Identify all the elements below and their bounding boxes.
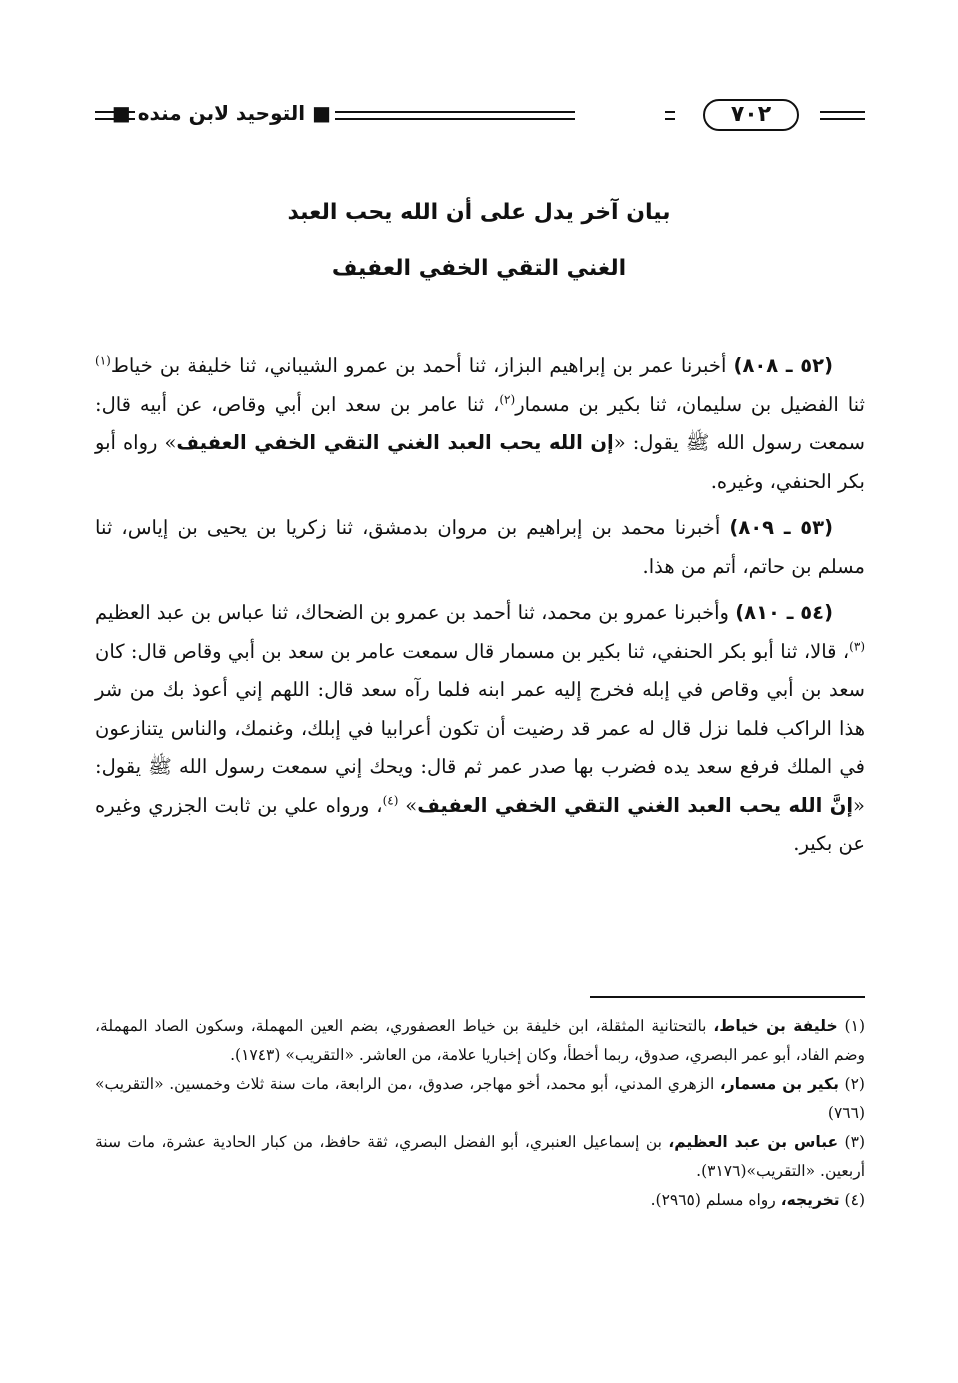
footnote-ref[interactable]: (٣): [849, 639, 865, 653]
page-number: ٧٠٢: [703, 99, 799, 131]
narration-text: » رواه أبو بكر الحنفي، وغيره.: [95, 431, 865, 493]
footnote-1: [95, 1012, 865, 1070]
hadith-number: (٥٢ ـ ٨٠٨): [733, 354, 833, 377]
footnote-text: رواه مسلم (٢٩٦٥).: [650, 1191, 781, 1209]
footnote-ref[interactable]: (٢): [499, 392, 516, 406]
footnote-number: (٢): [844, 1075, 865, 1093]
footnote-text: الزهري المدني، أبو محمد، أخو مهاجر، صدوق، ،من الرابعة، مات سنة ثلاث وخمسين. «التقريب» (٧٦٦): [95, 1075, 865, 1122]
narration-text: ، قالا، ثنا أبو بكر الحنفي، ثنا بكير بن مسمار قال سمعت عامر بن سعد بن أبي وقاص قال: كان سعد بن أبي وقاص في إبله فخرج إليه عمر ابنه فلما رآه سعد قال: اللهم إني أعوذ بك من شر هذا الراكب فلما نزل قال له عمر قد رضيت أن تكون أعرابيا في إبلك، وغنمك، والناس يتنازعون في الملك فرفع سعد يده فضرب بها صدر عمر ثم قال: ويحك إني سمعت رسول الله ﷺ يقول: «: [95, 639, 865, 817]
narration-text: وأخبرنا عمرو بن محمد، ثنا أحمد بن عمرو بن الضحاك، ثنا عباس بن عبد العظيم: [95, 601, 736, 624]
footnote-term: عباس بن عبد العظيم،: [668, 1133, 839, 1151]
footnote-ref[interactable]: (٤): [382, 793, 399, 807]
main-text: [95, 347, 865, 872]
hadith-text: إن الله يحب العبد الغني التقي الخفي العفيف: [176, 431, 614, 454]
hadith-paragraph-52: [95, 347, 865, 501]
narration-text: أخبرنا عمر بن إبراهيم البزاز، ثنا أحمد بن عمرو الشيباني، ثنا خليفة بن خياط: [110, 354, 734, 377]
narration-text: »: [398, 793, 418, 817]
narration-text: ثنا الفضيل بن سليمان، ثنا بكير بن مسمار: [515, 392, 865, 416]
footnote-3: [95, 1128, 865, 1186]
hadith-paragraph-53: [95, 509, 865, 586]
footnote-text: بالتحتانية المثقلة، ابن خليفة بن خياط العصفوري، بضم العين المهملة، وسكون الصاد المهملة، وضم الفاد، أبو عمر البصري، صدوق، ربما أخطأ، وكان إخباريا علامة، من العاشر. «التقريب» (١٧٤٣).: [95, 1017, 865, 1064]
hadith-number: (٥٣ ـ ٨٠٩): [729, 516, 833, 539]
book-title: ■ التوحيد لابن منده ■: [111, 101, 331, 125]
narration-text: ، ثنا عامر بن سعد ابن أبي وقاص، عن أبيه قال: سمعت رسول الله ﷺ يقول: «: [95, 392, 865, 454]
footnote-term: خليفة بن خياط،: [713, 1017, 838, 1035]
footnotes: [95, 1012, 865, 1215]
hadith-number: (٥٤ ـ ٨١٠): [735, 601, 833, 624]
footnote-number: (١): [844, 1017, 865, 1035]
footnote-term: تخريجه،: [780, 1191, 840, 1209]
footnote-number: (٤): [844, 1191, 865, 1209]
hadith-text: إنَّ الله يحب العبد الغني التقي الخفي العفيف: [417, 793, 854, 817]
header-rule: [820, 111, 865, 120]
footnote-term: بكير بن مسمار،: [719, 1075, 839, 1093]
page-header: [95, 95, 865, 135]
narration-text: ، ورواه علي بن ثابت الجزري وغيره عن بكير.: [95, 793, 865, 855]
footnote-4: [95, 1186, 865, 1215]
chapter-title-line-2: الغني التقي الخفي العفيف: [331, 256, 627, 281]
footnote-separator: [590, 996, 865, 998]
footnote-2: [95, 1070, 865, 1128]
header-rule: [665, 111, 675, 120]
footnote-text: بن إسماعيل العنبري، أبو الفضل البصري، ثقة حافظ، من كبار الحادية عشرة، مات سنة أربعين. «التقريب»(٣١٧٦).: [95, 1133, 865, 1180]
footnote-number: (٣): [844, 1133, 865, 1151]
footnote-ref[interactable]: (١): [95, 353, 111, 368]
hadith-paragraph-54: [95, 594, 865, 864]
narration-text: أخبرنا محمد بن إبراهيم بن مروان بدمشق، ثنا زكريا بن يحيى بن إياس، ثنا مسلم بن حاتم، أتم من هذا.: [95, 516, 865, 578]
chapter-title-line-1: بيان آخر يدل على أن الله يحب العبد: [287, 200, 671, 225]
header-rule: [335, 111, 575, 120]
